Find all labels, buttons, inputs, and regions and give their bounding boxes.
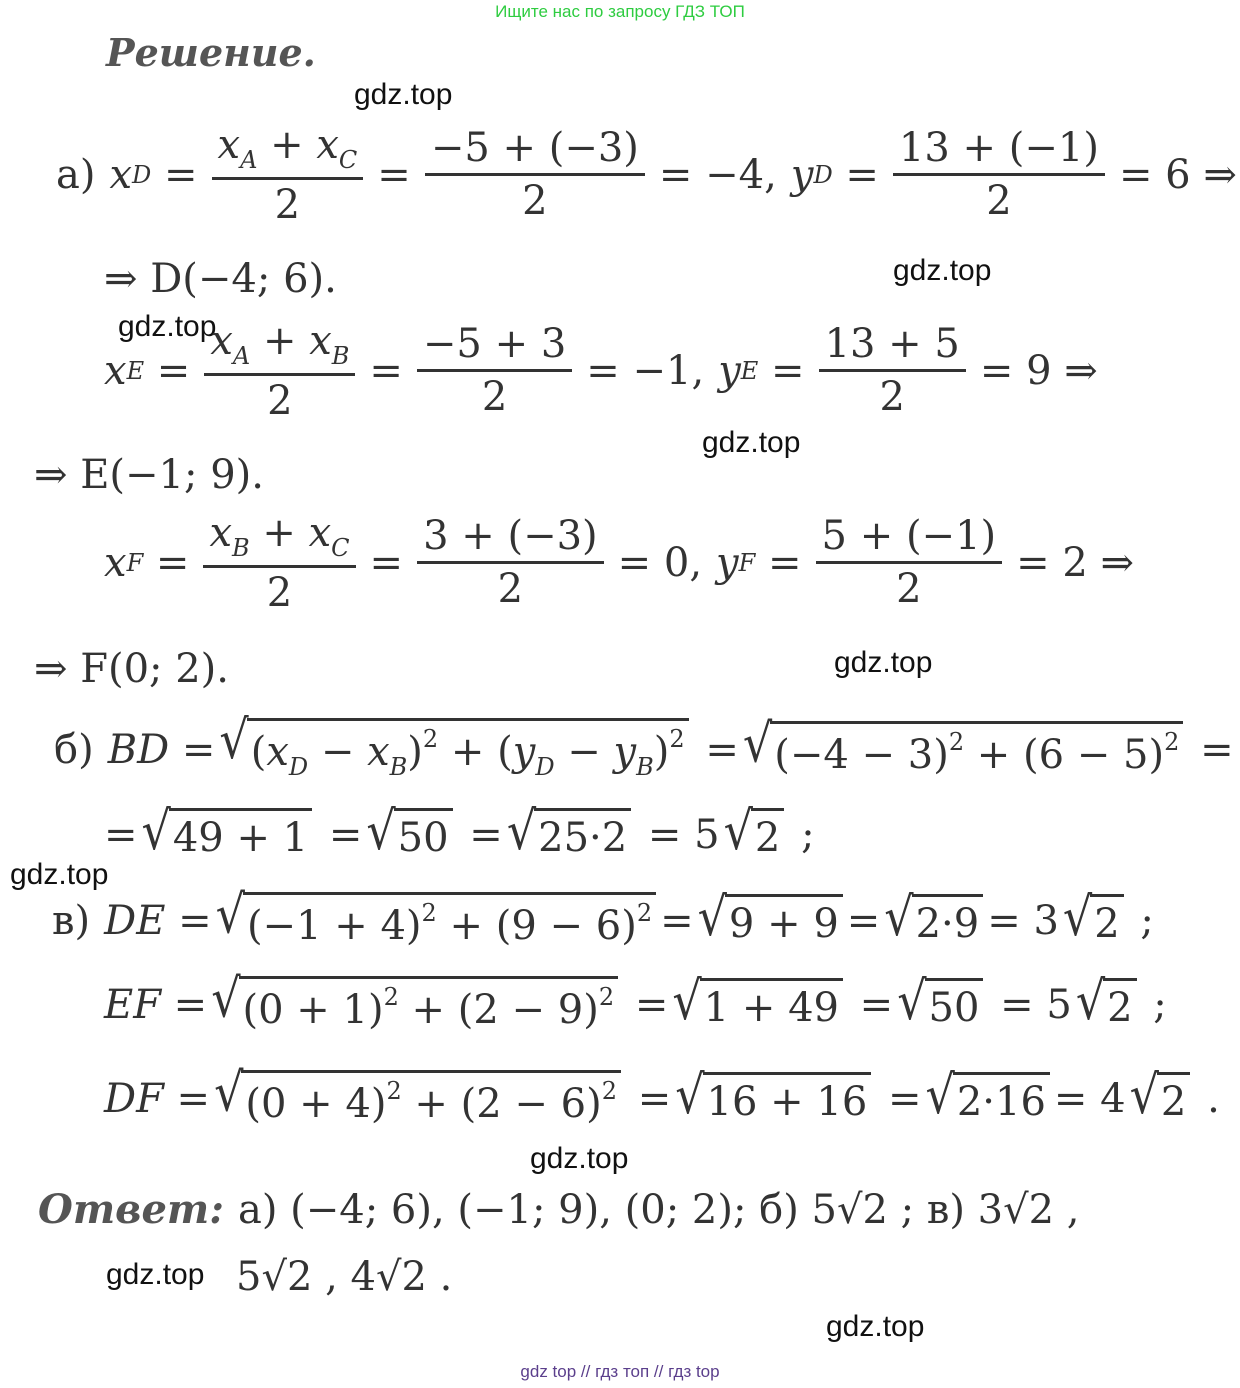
watermark: gdz.top [10,858,109,891]
watermark: gdz.top [354,78,453,111]
result-f: ⇒ F(0; 2). [34,646,229,692]
equation-xe: x E = $\frac{x_A + x_B}{2}$ = $\frac{-5 + 3}{2}$ = −1, y E = $\frac{13 + 5}{2}$ = 9 ⇒ [104,318,1098,424]
watermark: gdz.top [530,1142,629,1175]
watermark: gdz.top [118,310,217,343]
top-banner: Ищите нас по запросу ГДЗ ТОП [495,2,745,21]
part-v-label: в) [52,897,91,944]
watermark: gdz.top [826,1310,925,1343]
watermark: gdz.top [893,254,992,287]
part-b-label: б) [54,726,94,773]
answer-label: Ответ: [38,1186,224,1233]
watermark: gdz.top [834,646,933,679]
equation-xd: а) x D = $\frac{x_A + x_C}{2}$ = $\frac{-5 + (-3)}{2}$ = −4, y D = $\frac{13 + (-1)}{2}$ = 6 ⇒ [56,122,1237,228]
equation-bd-cont: = √ 49 + 1 = √ 50 = √ 25·2 = 5 √ 2 ; [104,799,815,862]
answer-line-2: 5√2 , 4√2 . [236,1254,453,1300]
equation-xf: x F = $\frac{x_B + x_C}{2}$ = $\frac{3 + (-3)}{2}$ = 0, y F = $\frac{5 + (-1)}{2}$ = 2 ⇒ [104,510,1135,616]
equation-de: в) DE = √ $(-1 + 4)^2 + (9 - 6)^2$ = √ 9 + 9 = √ 2·9 = 3 √ 2 ; [52,883,1154,949]
answer-line-1 [38,1186,1080,1233]
watermark: gdz.top [106,1258,205,1291]
bottom-banner: gdz top // гдз топ // гдз top [520,1362,720,1381]
result-d: ⇒ D(−4; 6). [104,256,337,302]
part-a-label: а) [56,151,96,198]
solution-heading: Решение. [106,30,316,75]
result-e: ⇒ E(−1; 9). [34,452,264,498]
equation-ef: EF = √ $(0 + 1)^2 + (2 - 9)^2$ = √ 1 + 49 = √ 50 = 5 √ 2 ; [104,967,1167,1033]
answer-text-1: а) (−4; 6), (−1; 9), (0; 2); б) 5√2 ; в) 3√2 , [237,1186,1080,1233]
watermark: gdz.top [702,426,801,459]
equation-bd: б) BD = √ $(x_D - x_B)^2 + (y_D - y_B)^2$ = √ $(-4 - 3)^2 + (6 - 5)^2$ = [54,708,1234,781]
equation-df: DF = √ $(0 + 4)^2 + (2 - 6)^2$ = √ 16 + 16 = √ 2·16 = 4 √ 2 . [104,1061,1220,1127]
